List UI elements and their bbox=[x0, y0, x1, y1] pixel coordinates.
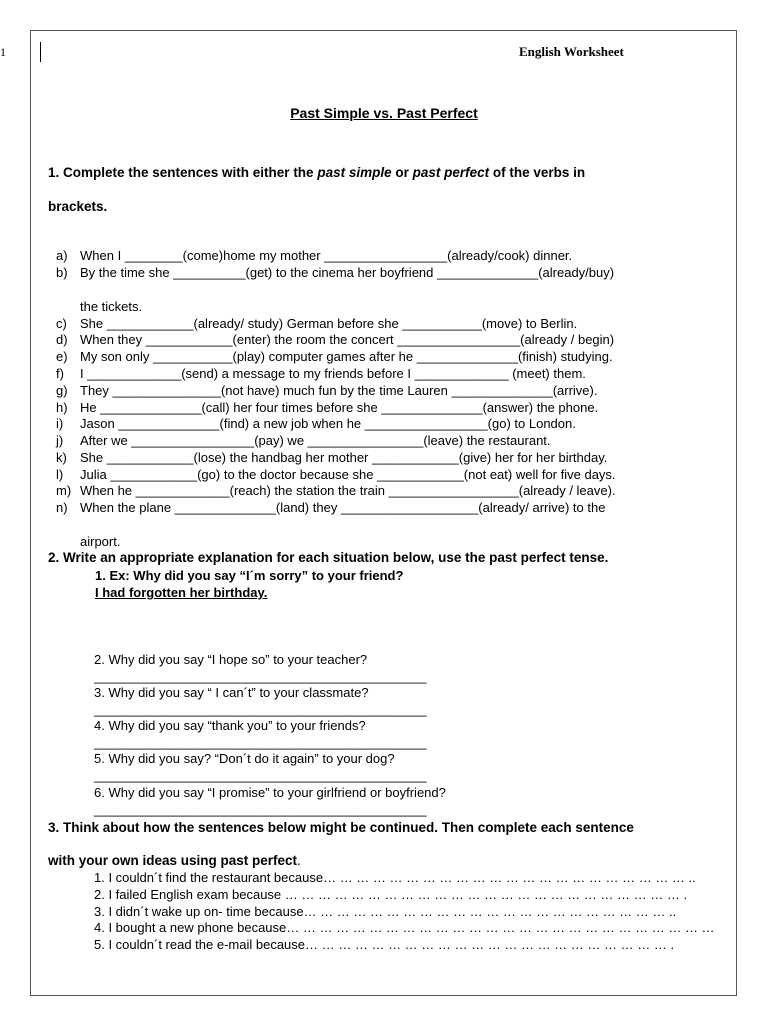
exercise-sentence: She ____________(lose) the handbag her mother ____________(give) her for her birthday. bbox=[80, 450, 608, 465]
item-marker: g) bbox=[56, 383, 68, 398]
answer-line[interactable]: ______________________________________________ bbox=[94, 702, 427, 717]
exercise-sentence: They _______________(not have) much fun by the time Lauren ______________(arrive). bbox=[80, 383, 598, 398]
item-marker: a) bbox=[56, 248, 68, 263]
text-cursor[interactable] bbox=[40, 42, 41, 62]
exercise-sentence: My son only ___________(play) computer games after he ______________(finish) studying. bbox=[80, 349, 613, 364]
exercise-sentence: She ____________(already/ study) German before she ___________(move) to Berlin. bbox=[80, 316, 578, 331]
page-title: Past Simple vs. Past Perfect bbox=[290, 105, 478, 121]
exercise-sentence: Julia ____________(go) to the doctor because she ____________(not eat) well for five days. bbox=[80, 467, 616, 482]
section1-heading-cont: brackets. bbox=[48, 199, 108, 214]
completion-sentence[interactable]: 1. I couldn´t find the restaurant because… … … … … … … … … … … … … … … … … … … … … … .. bbox=[94, 870, 696, 885]
exercise-sentence: I _____________(send) a message to my friends before I _____________ (meet) them. bbox=[80, 366, 586, 381]
running-head: English Worksheet bbox=[519, 44, 624, 59]
exercise-sentence: When the plane ______________(land) they ___________________(already/ arrive) to the bbox=[80, 500, 606, 515]
item-marker: d) bbox=[56, 332, 68, 347]
item-marker: h) bbox=[56, 400, 68, 415]
answer-line[interactable]: ______________________________________________ bbox=[94, 735, 427, 750]
exercise-sentence: When they ____________(enter) the room the concert _________________(already / begin) bbox=[80, 332, 615, 347]
section2-heading: 2. Write an appropriate explanation for each situation below, use the past perfect tense. bbox=[48, 550, 609, 565]
answer-line[interactable]: ______________________________________________ bbox=[94, 802, 427, 817]
item-marker: j) bbox=[56, 433, 64, 448]
situation-question: 6. Why did you say “I promise” to your girlfriend or boyfriend? bbox=[94, 785, 446, 800]
section3-heading: 3. Think about how the sentences below might be continued. Then complete each sentence bbox=[48, 820, 634, 835]
situation-question: 5. Why did you say? “Don´t do it again” to your dog? bbox=[94, 751, 395, 766]
exercise-sentence: After we _________________(pay) we ________________(leave) the restaurant. bbox=[80, 433, 551, 448]
situation-question: 3. Why did you say “ I can´t” to your classmate? bbox=[94, 685, 369, 700]
completion-sentence[interactable]: 4. I bought a new phone because… … … … … … … … … … … … … … … … … … … … … … … … … … bbox=[94, 920, 715, 935]
item-marker: m) bbox=[56, 483, 72, 498]
completion-sentence[interactable]: 3. I didn´t wake up on- time because… … … … … … … … … … … … … … … … … … … … … … .. bbox=[94, 904, 677, 919]
item-marker: k) bbox=[56, 450, 67, 465]
completion-sentence[interactable]: 5. I couldn´t read the e-mail because… … … … … … … … … … … … … … … … … … … … … … . bbox=[94, 937, 675, 952]
example-answer: I had forgotten her birthday. bbox=[95, 585, 268, 600]
page-number: 1 bbox=[0, 45, 6, 59]
exercise-sentence: By the time she __________(get) to the cinema her boyfriend ______________(already/buy) bbox=[80, 265, 615, 280]
exercise-sentence: He ______________(call) her four times before she ______________(answer) the phone. bbox=[80, 400, 599, 415]
item-marker: f) bbox=[56, 366, 64, 381]
answer-line[interactable]: ______________________________________________ bbox=[94, 669, 427, 684]
item-marker: n) bbox=[56, 500, 68, 515]
exercise-sentence: Jason ______________(find) a new job when he _________________(go) to London. bbox=[80, 416, 576, 431]
section1-heading: 1. Complete the sentences with either the past simple or past perfect of the verbs in bbox=[48, 165, 586, 180]
section3-heading-cont: with your own ideas using past perfect. bbox=[48, 853, 301, 868]
item-marker: l) bbox=[56, 467, 64, 482]
answer-line[interactable]: ______________________________________________ bbox=[94, 768, 427, 783]
item-marker: i) bbox=[56, 416, 64, 431]
item-marker: c) bbox=[56, 316, 67, 331]
completion-sentence[interactable]: 2. I failed English exam because … … … … … … … … … … … … … … … … … … … … … … … … . bbox=[94, 887, 688, 902]
situation-question: 4. Why did you say “thank you” to your friends? bbox=[94, 718, 366, 733]
exercise-sentence: When I ________(come)home my mother _________________(already/cook) dinner. bbox=[80, 248, 573, 263]
situation-question: 2. Why did you say “I hope so” to your teacher? bbox=[94, 652, 368, 667]
exercise-sentence: airport. bbox=[80, 534, 121, 549]
exercise-sentence: When he _____________(reach) the station the train __________________(already / leave). bbox=[80, 483, 616, 498]
item-marker: e) bbox=[56, 349, 68, 364]
example-question: 1. Ex: Why did you say “I´m sorry” to your friend? bbox=[95, 568, 404, 583]
item-marker: b) bbox=[56, 265, 68, 280]
exercise-sentence: the tickets. bbox=[80, 299, 143, 314]
